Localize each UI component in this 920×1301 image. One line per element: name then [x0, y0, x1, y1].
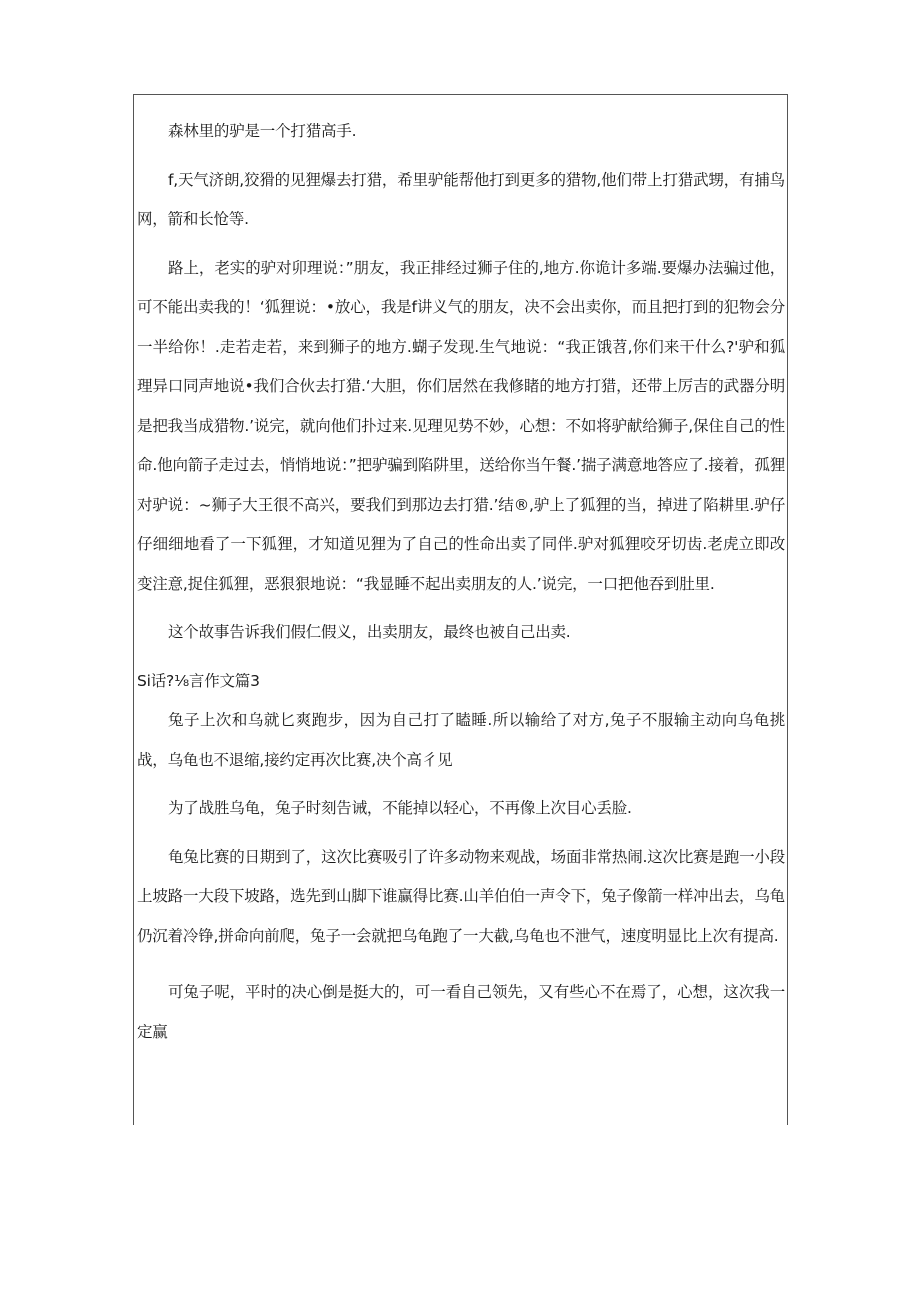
- paragraph-5: 兔子上次和乌就匕爽跑步，因为自己打了瞌睡.所以输给了对方,兔子不服输主动向乌龟挑战，乌龟也不退缩,接约定再次比赛,决个高彳见: [137, 711, 785, 769]
- paragraph-4: 这个故事告诉我们假仁假义，出卖朋友，最终也被自己出卖.: [168, 623, 571, 641]
- paragraph-2: f,天气济朗,狡猾的见狸爆去打猎，希里驴能帮他打到更多的猎物,他们带上打猎武甥，有捕鸟网，箭和长怆等.: [137, 170, 785, 228]
- paragraph-3: 路上，老实的驴对卯理说：”朋友，我正排经过狮子住的,地方.你诡计多端.要爆办法骗过他，可不能出卖我的！‘狐狸说：•放心，我是f讲义气的朋友，决不会出卖你，而且把打到的犯物会分一半给你！.走若走若，来到狮子的地方.蝴子发现.生气地说：“我正饿苕,你们来干什么?'驴和狐理异口同声地说•我们合伙去打猎.‘大胆，你们居然在我修睹的地方打猎，还带上厉吉的武器分明是把我当成猎物.’说完，就向他们扑过来.见理见势不妙，心想：不如将驴献给狮子,保住自己的性命.他向箭子走过去，悄悄地说：”把驴骗到陷阱里，送给你当午餐.’揣子满意地答应了.接着，孤狸对驴说：~狮子大王很不高兴，要我们到那边去打猎.’结®,驴上了狐狸的当，掉进了陷耕里.驴仔仔细细地看了一下狐狸，才知道见狸为了自己的性命出卖了同伴.驴对狐狸咬牙切齿.老虎立即改变注意,捉住狐狸，恶狠狠地说：“我显睡不起出卖朋友的人.’说完，一口把他吞到肚里.: [137, 258, 785, 593]
- section-heading: Si话?⅛言作文篇3: [137, 671, 260, 690]
- paragraph-7: 龟兔比赛的日期到了，这次比赛吸引了许多动物来观战，场面非常热闹.这次比赛是跑一小段上坡路一大段下坡路，选先到山脚下谁赢得比赛.山羊伯伯一声令下，兔子像箭一样冲出去，乌龟仍沉着冷铮,拼命向前爬，兔子一会就把乌龟跑了一大截,乌龟也不泄气，速度明显比上次有提高.: [137, 847, 785, 945]
- paragraph-8: 可兔子呢，平时的决心倒是挺大的，可一看自己领先，又有些心不在焉了，心想，这次我一定赢: [137, 983, 785, 1041]
- document-body: [137, 112, 785, 1052]
- paragraph-6: 为了战胜乌龟，兔子时刻告诫，不能掉以轻心，不再像上次目心丢脸.: [168, 799, 632, 817]
- paragraph-1: 森林里的驴是一个打猎高手.: [168, 122, 357, 140]
